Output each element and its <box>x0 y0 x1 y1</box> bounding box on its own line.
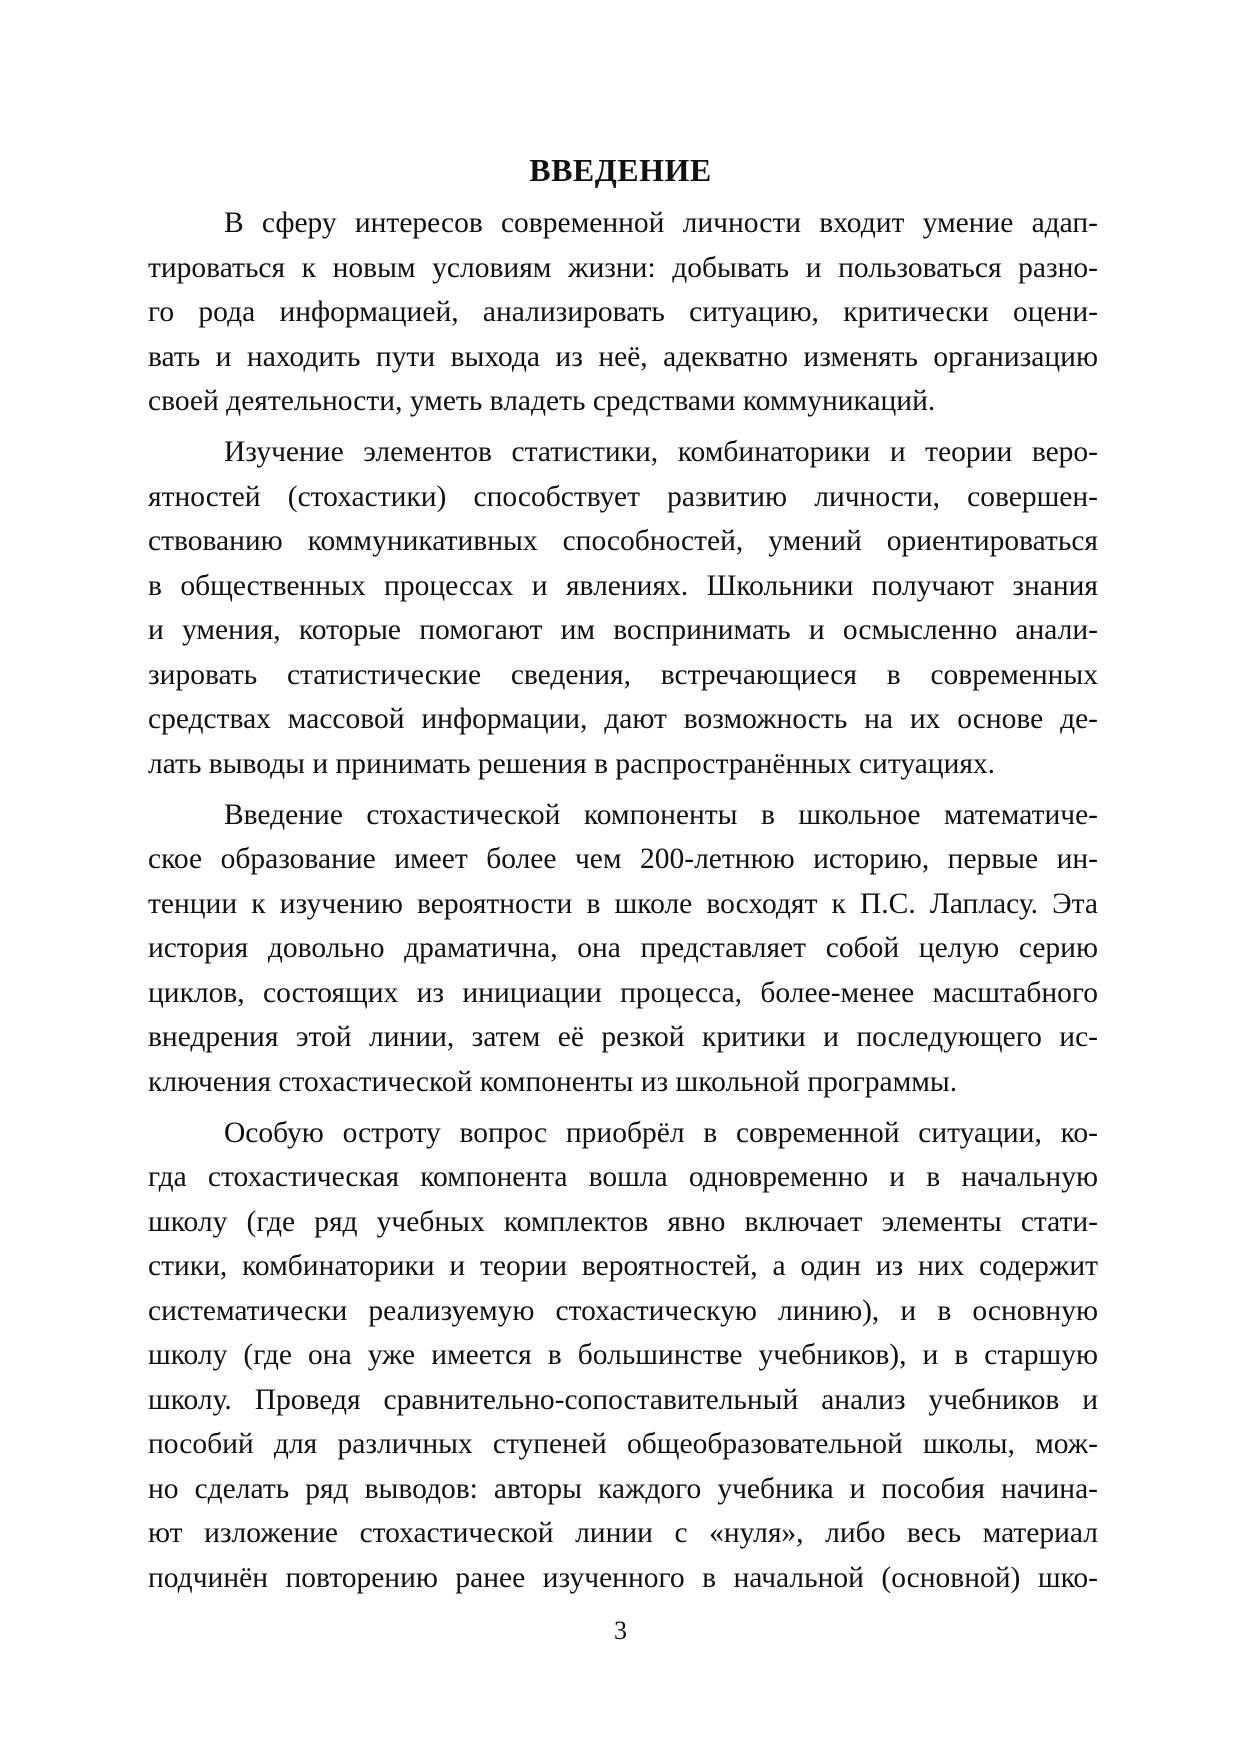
paragraph-3 <box>148 793 1098 1105</box>
text-line: Особую остроту вопрос приобрёл в современной ситуации, ко- <box>224 1116 1098 1149</box>
text-line: лать выводы и принимать решения в распространённых ситуациях. <box>148 747 996 780</box>
text-line: стики, комбинаторики и теории вероятностей, а один из них содержит <box>148 1250 1098 1282</box>
text-line: своей деятельности, уметь владеть средствами коммуникаций. <box>148 385 936 417</box>
text-line: ятностей (стохастики) способствует развитию личности, совершен- <box>148 480 1098 513</box>
text-line: циклов, состоящих из инициации процесса, более-менее масштабного <box>148 976 1098 1009</box>
body-text <box>148 201 1098 1607</box>
text-line: школу (где она уже имеется в большинстве учебников), и в старшую <box>148 1339 1098 1371</box>
text-line: Изучение элементов статистики, комбинаторики и теории веро- <box>224 436 1098 468</box>
paragraph-4 <box>148 1111 1098 1601</box>
text-line: гда стохастическая компонента вошла одновременно и в начальную <box>148 1161 1098 1193</box>
text-line: пособий для различных ступеней общеобразовательной школы, мож- <box>148 1428 1098 1460</box>
text-line: внедрения этой линии, затем её резкой критики и последующего ис- <box>148 1021 1098 1053</box>
text-line: В сферу интересов современной личности входит умение адап- <box>224 207 1098 239</box>
text-line: ское образование имеет более чем 200-летнюю историю, первые ин- <box>148 843 1098 875</box>
text-line: в общественных процессах и явлениях. Школьники получают знания <box>148 569 1098 602</box>
text-line: тироваться к новым условиям жизни: добывать и пользоваться разно- <box>148 251 1098 284</box>
text-line: средствах массовой информации, дают возможность на их основе де- <box>148 703 1098 735</box>
text-line: го рода информацией, анализировать ситуацию, критически оцени- <box>148 296 1098 328</box>
text-line: Введение стохастической компоненты в школьное математиче- <box>224 798 1098 831</box>
text-line: школу (где ряд учебных комплектов явно включает элементы стати- <box>148 1205 1098 1238</box>
text-line: история довольно драматична, она представляет собой целую серию <box>148 932 1098 964</box>
page-number: 3 <box>614 1616 627 1645</box>
text-line: ствованию коммуникативных способностей, умений ориентироваться <box>148 525 1098 557</box>
text-line: ключения стохастической компоненты из школьной программы. <box>148 1065 958 1098</box>
text-line: систематически реализуемую стохастическую линию), и в основную <box>148 1294 1098 1327</box>
text-line: но сделать ряд выводов: авторы каждого учебника и пособия начина- <box>148 1472 1098 1505</box>
text-line: ют изложение стохастической линии с «нуля», либо весь материал <box>148 1517 1098 1549</box>
text-line: и умения, которые помогают им воспринимать и осмысленно анали- <box>148 614 1098 646</box>
text-line: зировать статистические сведения, встречающиеся в современных <box>148 658 1098 691</box>
paragraph-2 <box>148 430 1098 786</box>
text-line: подчинён повторению ранее изученного в начальной (основной) шко- <box>148 1561 1098 1594</box>
text-line: вать и находить пути выхода из неё, адекватно изменять организацию <box>148 340 1098 373</box>
page-heading: ВВЕДЕНИЕ <box>529 152 712 188</box>
text-line: школу. Проведя сравнительно-сопоставительный анализ учебников и <box>148 1383 1098 1416</box>
paragraph-1 <box>148 201 1098 424</box>
text-line: тенции к изучению вероятности в школе восходят к П.С. Лапласу. Эта <box>148 887 1098 920</box>
